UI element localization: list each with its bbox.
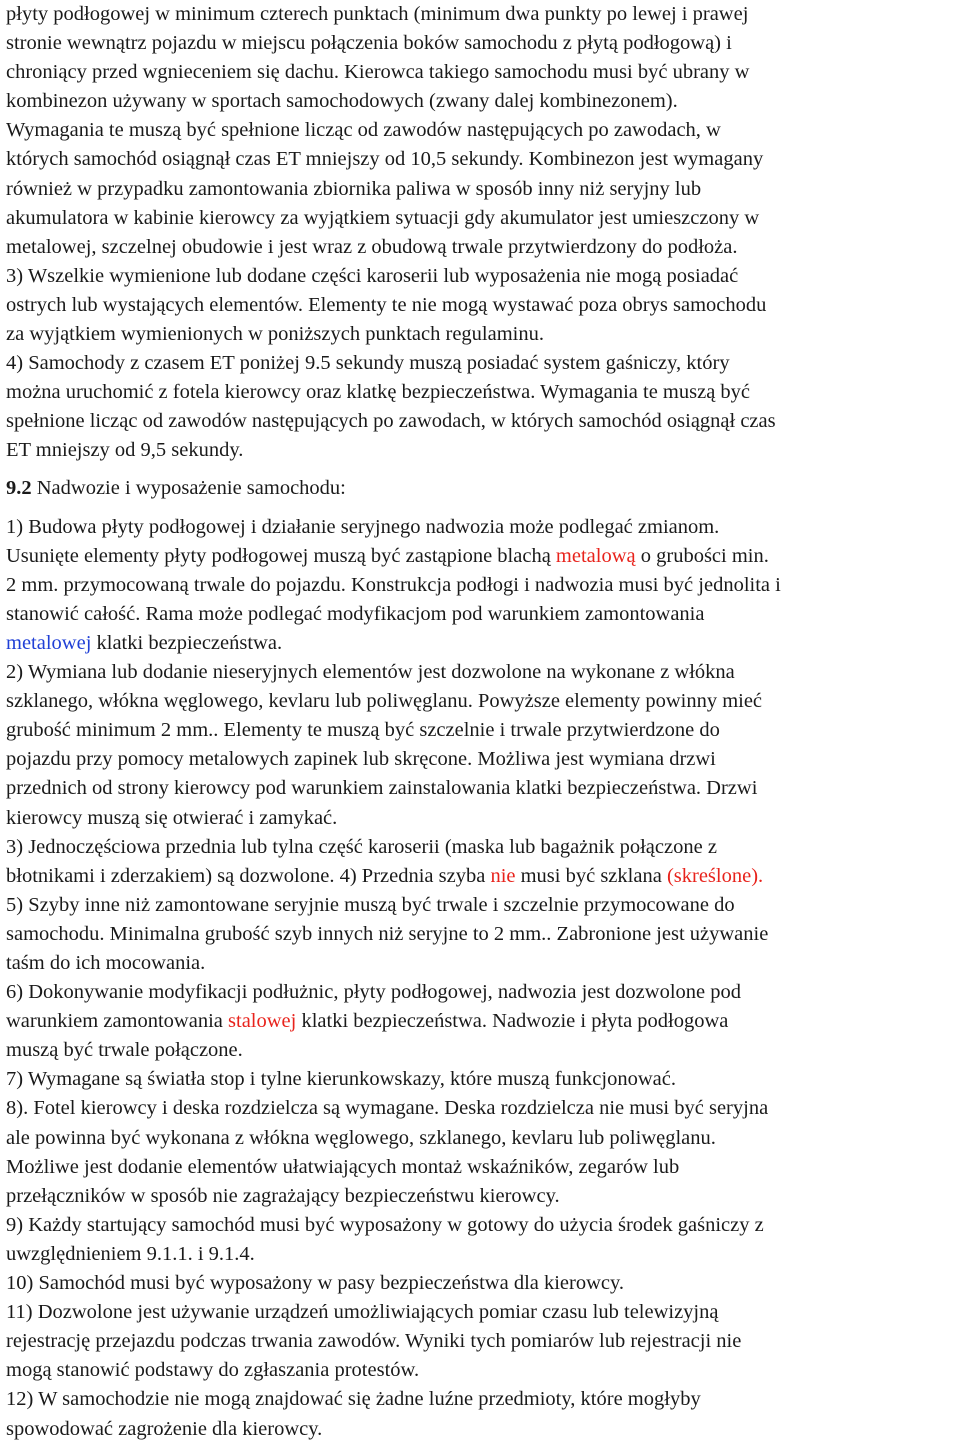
- highlight-blue: metalowej: [6, 631, 92, 654]
- text-line: 3) Wszelkie wymienione lub dodane części karoserii lub wyposażenia nie mogą posiadać: [6, 264, 739, 287]
- text-line: stanowić całość. Rama może podlegać modyfikacjom pod warunkiem zamontowania: [6, 602, 705, 625]
- text-line: muszą być trwale połączone.: [6, 1039, 243, 1062]
- text-line: płyty podłogowej w minimum czterech punktach (minimum dwa punkty po lewej i prawej: [6, 3, 749, 25]
- text-line: chroniący przed wgnieceniem się dachu. Kierowca takiego samochodu musi być ubrany w: [6, 61, 750, 84]
- section-body: [6, 513, 956, 1444]
- text-run: klatki bezpieczeństwa. Nadwozie i płyta podłogowa: [296, 1010, 729, 1033]
- text-line: ostrych lub wystających elementów. Elementy te nie mogą wystawać poza obrys samochodu: [6, 293, 767, 316]
- text-line: Możliwe jest dodanie elementów ułatwiających montaż wskaźników, zegarów lub: [6, 1155, 680, 1178]
- text-line: 7) Wymagane są światła stop i tylne kierunkowskazy, które muszą funkcjonować.: [6, 1068, 676, 1091]
- section-title: Nadwozie i wyposażenie samochodu:: [31, 476, 346, 499]
- highlight-red: metalową: [555, 544, 636, 567]
- text-line: 6) Dokonywanie modyfikacji podłużnic, płyty podłogowej, nadwozia jest dozwolone pod: [6, 981, 741, 1004]
- text-line: których samochód osiągnął czas ET mniejszy od 10,5 sekundy. Kombinezon jest wymagany: [6, 148, 764, 171]
- text-line: taśm do ich mocowania.: [6, 952, 206, 974]
- text-run: o grubości min.: [635, 544, 769, 567]
- text-run: błotnikami i zderzakiem) są dozwolone. 4) Przednia szyba: [6, 864, 491, 887]
- text-line: [6, 1007, 956, 1036]
- intro-paragraphs: [6, 0, 956, 466]
- text-line: metalowej, szczelnej obudowie i jest wraz z obudową trwale przytwierdzony do podłoża.: [6, 235, 738, 258]
- text-line: za wyjątkiem wymienionych w poniższych punktach regulaminu.: [6, 323, 544, 346]
- text-line: szklanego, włókna węglowego, kevlaru lub poliwęglanu. Powyższe elementy powinny mieć: [6, 690, 763, 713]
- text-line: również w przypadku zamontowania zbiornika paliwa w sposób inny niż seryjny lub: [6, 177, 702, 200]
- section-heading: [6, 474, 956, 503]
- text-run: klatki bezpieczeństwa.: [91, 631, 283, 654]
- text-run: warunkiem zamontowania: [6, 1010, 229, 1033]
- text-line: przełączników w sposób nie zagrażający bezpieczeństwu kierowcy.: [6, 1184, 560, 1207]
- highlight-red: stalowej: [228, 1010, 297, 1033]
- text-line: [6, 542, 956, 571]
- text-line: 8). Fotel kierowcy i deska rozdzielcza są wymagane. Deska rozdzielcza nie musi być seryjna: [6, 1097, 769, 1120]
- text-line: 5) Szyby inne niż zamontowane seryjnie muszą być trwale i szczelnie przymocowane do: [6, 893, 735, 916]
- text-line: 4) Samochody z czasem ET poniżej 9.5 sekundy muszą posiadać system gaśniczy, który: [6, 352, 730, 375]
- text-line: pojazdu przy pomocy metalowych zapinek lub skręcone. Możliwa jest wymiana drzwi: [6, 748, 716, 771]
- text-line: kombinezon używany w sportach samochodowych (zwany dalej kombinezonem).: [6, 90, 678, 113]
- text-line: kierowcy muszą się otwierać i zamykać.: [6, 806, 338, 829]
- text-line: spełnione licząc od zawodów następujących po zawodach, w których samochód osiągnął czas: [6, 410, 776, 433]
- text-run: musi być szklana: [515, 864, 667, 887]
- text-line: 3) Jednoczęściowa przednia lub tylna część karoserii (maska lub bagażnik połączone z: [6, 835, 717, 858]
- section-number: 9.2: [6, 476, 32, 499]
- text-line: 11) Dozwolone jest używanie urządzeń umożliwiających pomiar czasu lub telewizyjną: [6, 1301, 719, 1324]
- text-line: 9) Każdy startujący samochód musi być wyposażony w gotowy do użycia środek gaśniczy z: [6, 1213, 764, 1236]
- text-line: samochodu. Minimalna grubość szyb innych niż seryjne to 2 mm.. Zabronione jest używanie: [6, 922, 769, 945]
- text-line: akumulatora w kabinie kierowcy za wyjątkiem sytuacji gdy akumulator jest umieszczony w: [6, 206, 760, 229]
- spacer: [6, 503, 956, 513]
- text-line: uwzględnieniem 9.1.1. i 9.1.4.: [6, 1242, 255, 1265]
- text-line: grubość minimum 2 mm.. Elementy te muszą być szczelnie i trwale przytwierdzone do: [6, 719, 720, 742]
- text-run: Usunięte elementy płyty podłogowej muszą być zastąpione blachą: [6, 544, 556, 567]
- highlight-red: (skreślone).: [666, 864, 764, 887]
- text-line: 1) Budowa płyty podłogowej i działanie seryjnego nadwozia może podlegać zmianom.: [6, 515, 720, 538]
- text-line: przednich od strony kierowcy pod warunkiem zainstalowania klatki bezpieczeństwa. Drzwi: [6, 777, 758, 800]
- text-line: mogą stanowić podstawy do zgłaszania protestów.: [6, 1359, 420, 1382]
- text-line: Wymagania te muszą być spełnione licząc od zawodów następujących po zawodach, w: [6, 119, 721, 142]
- text-line: 12) W samochodzie nie mogą znajdować się żadne luźne przedmioty, które mogłyby: [6, 1388, 701, 1411]
- text-line: ET mniejszy od 9,5 sekundy.: [6, 439, 244, 462]
- text-line: spowodować zagrożenie dla kierowcy.: [6, 1417, 323, 1440]
- text-line: można uruchomić z fotela kierowcy oraz klatkę bezpieczeństwa. Wymagania te muszą być: [6, 381, 751, 404]
- text-line: rejestrację przejazdu podczas trwania zawodów. Wyniki tych pomiarów lub rejestracji nie: [6, 1330, 742, 1353]
- text-line: ale powinna być wykonana z włókna węglowego, szklanego, kevlaru lub poliwęglanu.: [6, 1126, 716, 1149]
- highlight-red: nie: [490, 864, 516, 887]
- text-line: stronie wewnątrz pojazdu w miejscu połączenia boków samochodu z płytą podłogową) i: [6, 32, 732, 55]
- text-line: 10) Samochód musi być wyposażony w pasy bezpieczeństwa dla kierowcy.: [6, 1272, 625, 1295]
- text-line: [6, 629, 956, 658]
- text-line: 2) Wymiana lub dodanie nieseryjnych elementów jest dozwolone na wykonane z włókna: [6, 661, 735, 684]
- text-line: 2 mm. przymocowaną trwale do pojazdu. Konstrukcja podłogi i nadwozia musi być jednolita i: [6, 573, 781, 596]
- text-line: [6, 862, 956, 891]
